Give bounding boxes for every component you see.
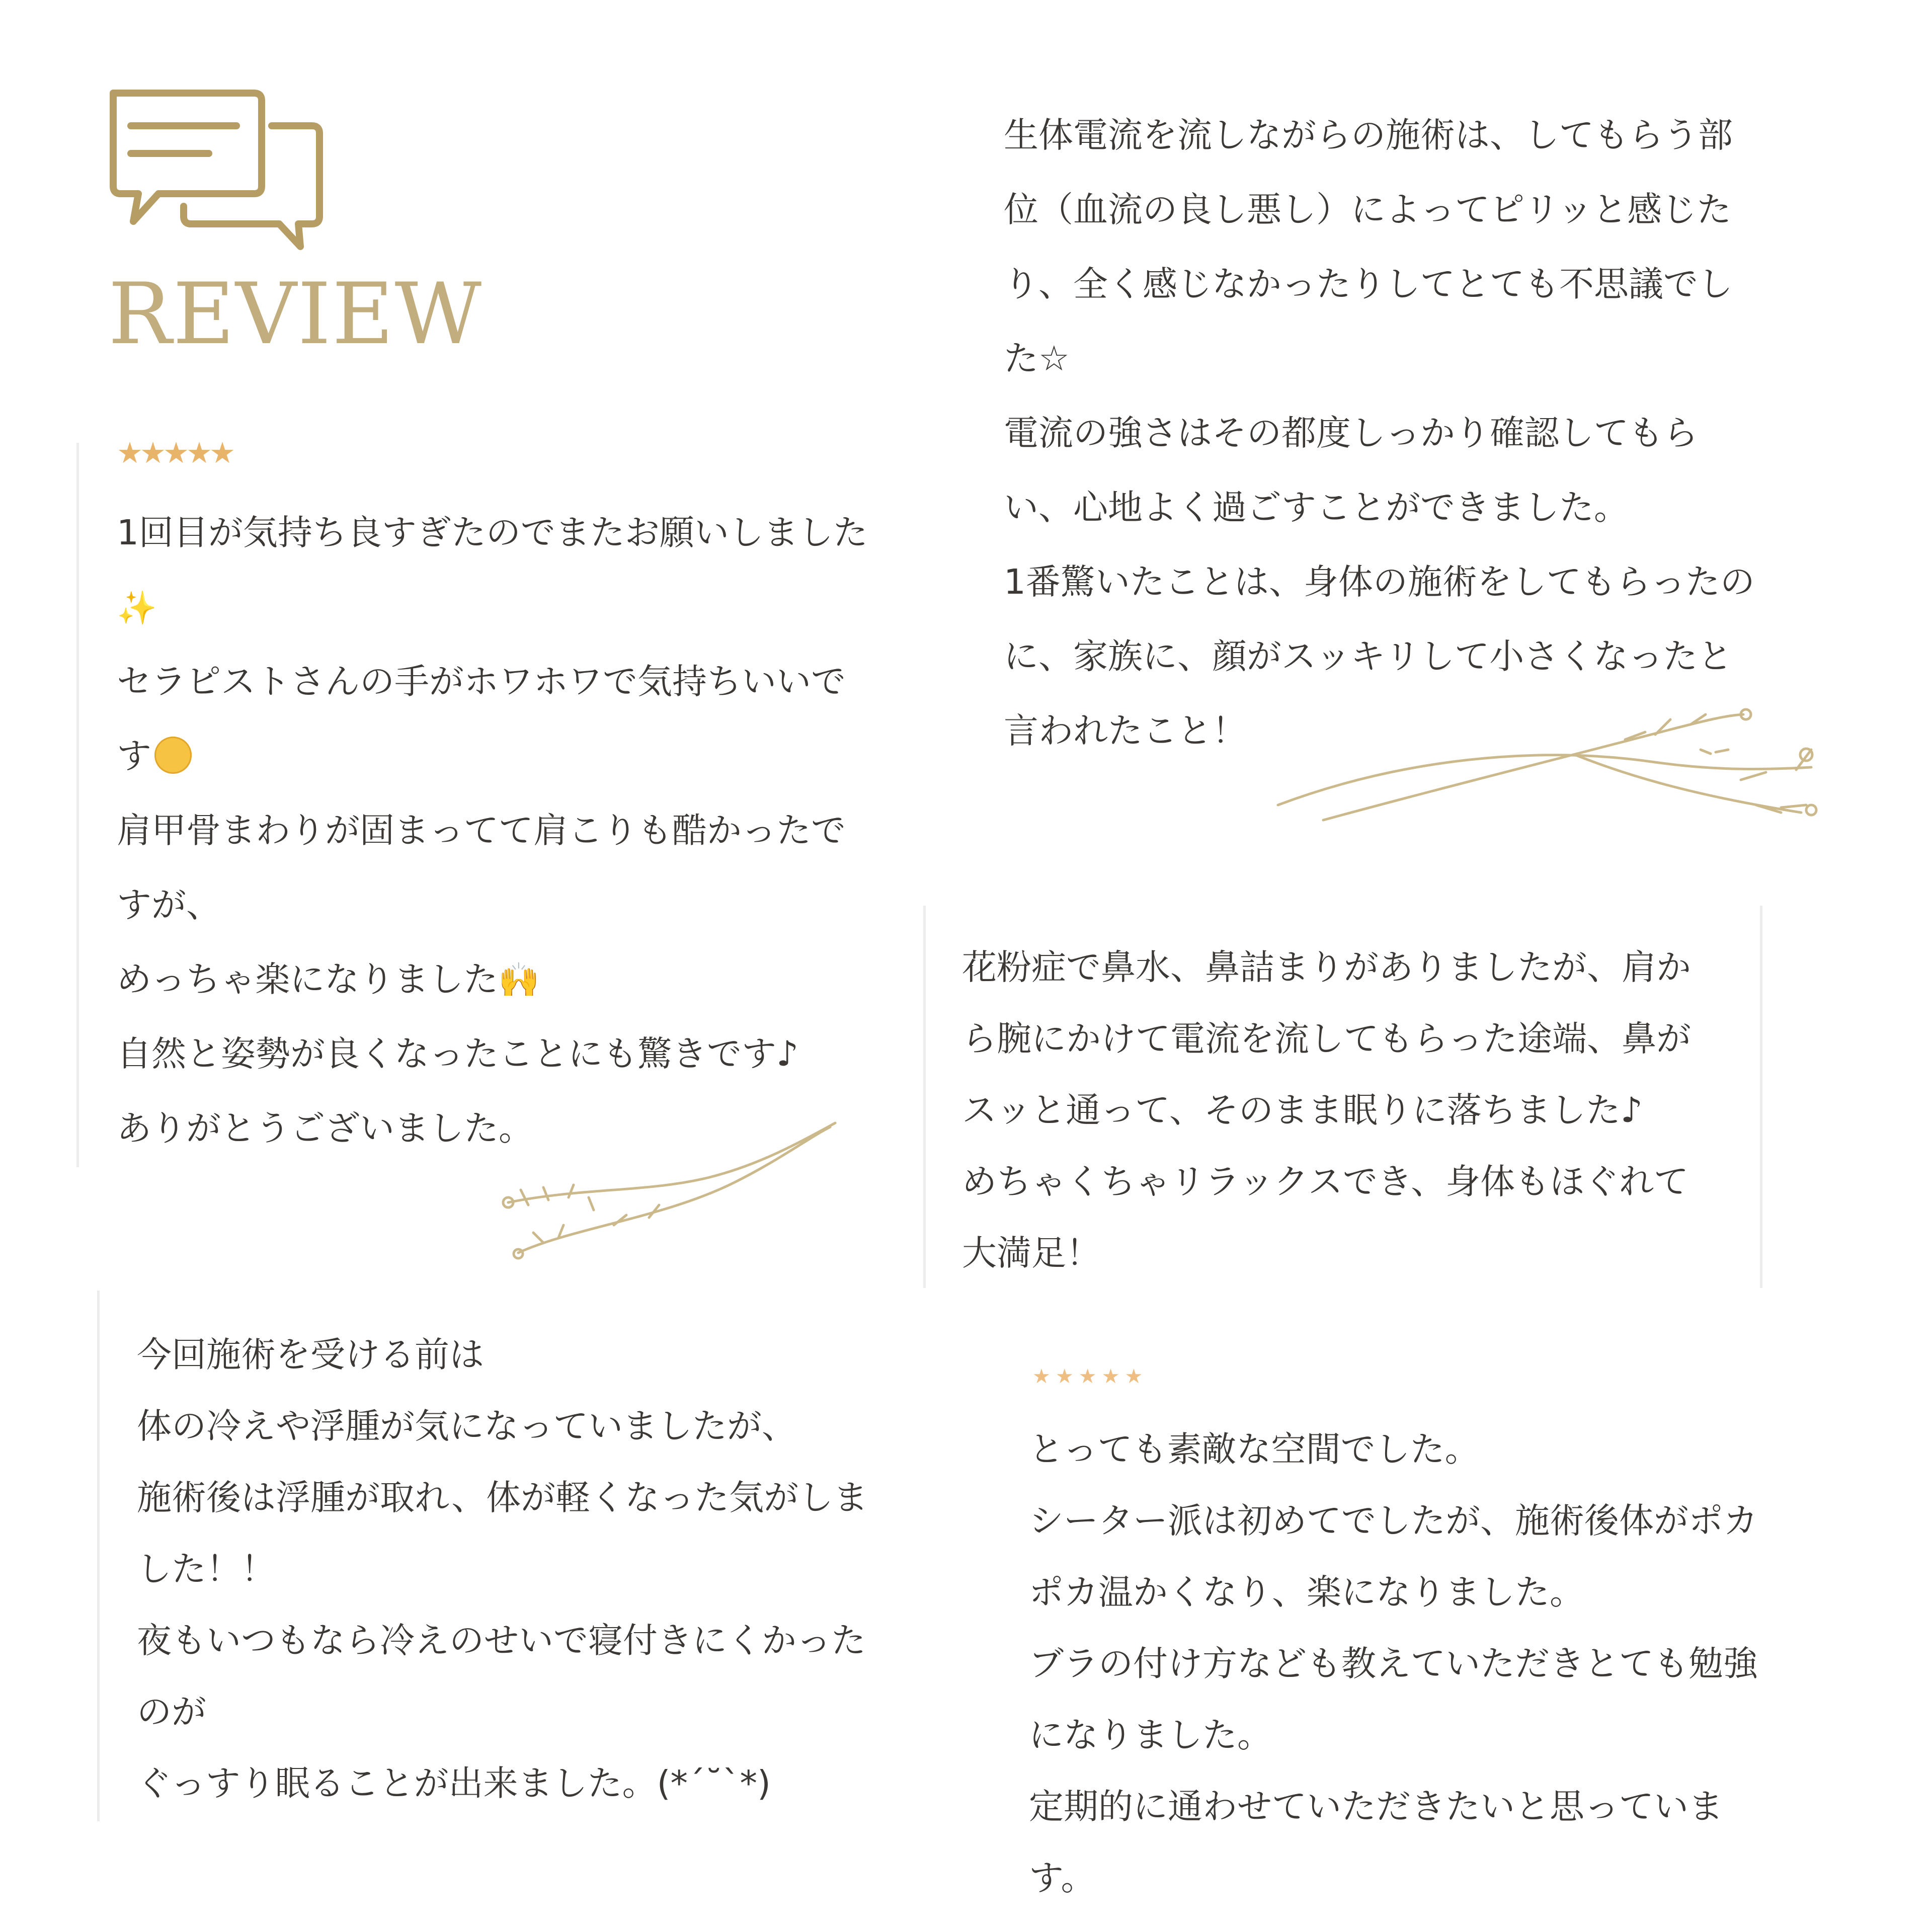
review-line: 大満足！: [962, 1233, 1101, 1273]
review-line: 肩甲骨まわりが固まってて肩こりも酷かったで: [117, 811, 846, 851]
review-line-text: めっちゃ楽になりました: [117, 959, 499, 1000]
review-line: 自然と姿勢が良くなったことにも驚きです♪: [117, 1034, 799, 1074]
review-line: 施術後は浮腫が取れ、体が軽くなった気がしま: [137, 1478, 868, 1518]
review-card-2-text: [1004, 98, 1755, 768]
review-card-3-text: [962, 932, 1691, 1289]
review-line: り、全く感じなかったりしてとても不思議でし: [1004, 264, 1733, 304]
card-border: [97, 1291, 100, 1821]
review-line: た☆: [1004, 339, 1070, 379]
flower-sprig-icon: [1273, 704, 1831, 835]
review-line-text: す: [117, 736, 151, 776]
review-line: 1回目が気持ち良すぎたのでまたお願いしました: [117, 513, 868, 553]
review-line: 生体電流を流しながらの施術は、してもらう部: [1004, 115, 1733, 155]
review-line: に、家族に、顔がスッキリして小さくなったと: [1004, 636, 1733, 677]
review-line: [117, 942, 868, 1017]
review-line: [117, 719, 868, 793]
review-line: シーター派は初めてでしたが、施術後体がポカ: [1029, 1501, 1758, 1541]
review-line: 電流の強さはその都度しっかり確認してもら: [1004, 413, 1698, 453]
review-line: めちゃくちゃリラックスでき、身体もほぐれて: [962, 1162, 1689, 1202]
smiling-face-emoji-icon: [154, 737, 192, 774]
review-line: す。: [1029, 1858, 1096, 1898]
rating-stars: ★★★★★: [1032, 1365, 1148, 1388]
card-border: [76, 443, 79, 1167]
review-line: ポカ温かくなり、楽になりました。: [1029, 1572, 1584, 1613]
speech-bubbles-icon: [103, 83, 330, 259]
review-line: セラピストさんの手がホワホワで気持ちいいで: [117, 662, 846, 702]
star-rating: [1032, 1365, 1148, 1388]
review-line: 定期的に通わせていただきたいと思っていま: [1029, 1787, 1723, 1827]
review-line: した！！: [137, 1549, 276, 1589]
review-line: のが: [137, 1692, 206, 1732]
review-line: ぐっすり眠ることが出来ました。(*´˘`*): [137, 1763, 771, 1804]
review-line: 体の冷えや浮腫が気になっていましたが、: [137, 1406, 796, 1446]
rating-stars: ★★★★★: [117, 436, 232, 470]
review-line: すが、: [117, 885, 221, 925]
review-line: ブラの付け方なども教えていただきとても勉強: [1029, 1644, 1758, 1684]
review-line: 今回施術を受ける前は: [137, 1335, 484, 1375]
review-line: 言われたこと！: [1004, 711, 1247, 751]
sparkle-emoji-icon: ✨: [117, 590, 157, 627]
review-line: 花粉症で鼻水、鼻詰まりがありましたが、肩か: [962, 947, 1691, 988]
raised-hands-emoji-icon: 🙌: [498, 960, 540, 999]
review-card-1-text: [117, 496, 868, 1166]
review-line: スッと通って、そのまま眠りに落ちました♪: [962, 1090, 1643, 1131]
review-card-5-text: [1029, 1414, 1758, 1914]
review-line: ら腕にかけて電流を流してもらった途端、鼻が: [962, 1019, 1691, 1059]
review-line: [117, 570, 868, 645]
page-title: REVIEW: [108, 265, 483, 363]
review-card-4-text: [137, 1319, 868, 1819]
review-line: 位（血流の良し悪し）によってピリッと感じた: [1004, 190, 1732, 230]
review-line: ありがとうございました。: [117, 1108, 533, 1149]
review-line: とっても素敵な空間でした。: [1029, 1429, 1480, 1470]
card-border: [1760, 906, 1762, 1288]
review-line: 夜もいつもなら冷えのせいで寝付きにくかった: [137, 1621, 866, 1661]
card-border: [923, 906, 926, 1288]
review-line: 1番驚いたことは、身体の施術をしてもらったの: [1004, 562, 1755, 602]
star-rating: [117, 436, 232, 470]
review-line: になりました。: [1029, 1715, 1272, 1755]
review-line: い、心地よく過ごすことができました。: [1004, 488, 1629, 528]
flower-sprig-icon: [498, 1117, 845, 1268]
